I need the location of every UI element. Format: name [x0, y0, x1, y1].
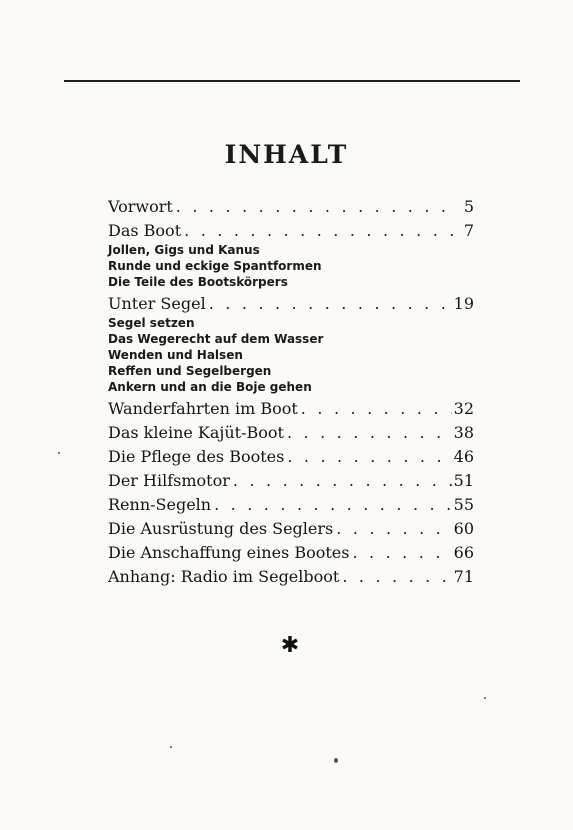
toc-leader-dots — [214, 494, 452, 516]
toc-entry-page: 38 — [453, 423, 474, 442]
toc-entry-label: Unter Segel — [108, 294, 206, 313]
toc-subsection: Das Wegerecht auf dem Wasser — [108, 332, 324, 346]
toc-entry-page: 46 — [453, 447, 474, 466]
toc-subsection: Ankern und an die Boje gehen — [108, 380, 312, 394]
toc-entry-label: Renn-Segeln — [108, 495, 212, 514]
toc-entry-page: 51 — [453, 471, 474, 490]
toc-entry — [108, 196, 474, 218]
toc-entry-page: 32 — [453, 399, 474, 418]
toc-subsection: Die Teile des Bootskörpers — [108, 275, 288, 289]
toc-entry-page: 71 — [453, 567, 474, 586]
toc-leader-dots — [287, 422, 452, 444]
toc-leader-dots — [176, 196, 454, 218]
toc-entry — [108, 398, 474, 420]
toc-subsection: Jollen, Gigs und Kanus — [108, 243, 260, 257]
toc-entry-label: Anhang: Radio im Segelboot — [108, 567, 340, 586]
toc-entry — [108, 220, 474, 242]
toc-entry-page: 66 — [453, 543, 474, 562]
toc-entry-label: Das kleine Kajüt-Boot — [108, 423, 284, 442]
top-rule — [64, 80, 520, 82]
toc-entry-label: Die Anschaffung eines Bootes — [108, 543, 350, 562]
table-of-contents — [108, 196, 474, 590]
toc-subsection: Segel setzen — [108, 316, 195, 330]
toc-leader-dots — [233, 470, 452, 492]
toc-subsection-list — [108, 315, 474, 395]
page-title: INHALT — [224, 140, 349, 169]
page-speck — [170, 746, 172, 748]
toc-entry — [108, 470, 474, 492]
toc-leader-dots — [342, 566, 451, 588]
toc-entry-page: 55 — [453, 495, 474, 514]
toc-subsection-list — [108, 242, 474, 290]
page-speck — [484, 697, 486, 699]
toc-subsection: Runde und eckige Spantformen — [108, 259, 322, 273]
toc-leader-dots — [352, 542, 451, 564]
toc-entry-label: Die Pflege des Bootes — [108, 447, 285, 466]
toc-entry — [108, 422, 474, 444]
toc-entry-page: 5 — [463, 197, 474, 216]
toc-entry-page: 7 — [463, 221, 474, 240]
toc-entry — [108, 446, 474, 468]
toc-entry — [108, 494, 474, 516]
toc-leader-dots — [209, 293, 452, 315]
toc-entry-label: Wanderfahrten im Boot — [108, 399, 298, 418]
toc-subsection: Wenden und Halsen — [108, 348, 243, 362]
toc-leader-dots — [301, 398, 452, 420]
toc-leader-dots — [184, 220, 454, 242]
toc-entry — [108, 293, 474, 315]
toc-entry-label: Vorwort — [108, 197, 173, 216]
toc-leader-dots — [287, 446, 451, 468]
toc-entry — [108, 566, 474, 588]
toc-entry-label: Der Hilfsmotor — [108, 471, 230, 490]
page-speck — [58, 452, 60, 454]
toc-entry-label: Die Ausrüstung des Seglers — [108, 519, 334, 538]
page-speck — [334, 758, 338, 763]
toc-entry-page: 60 — [453, 519, 474, 538]
toc-entry-page: 19 — [453, 294, 474, 313]
toc-leader-dots — [336, 518, 451, 540]
toc-entry — [108, 542, 474, 564]
toc-entry-label: Das Boot — [108, 221, 182, 240]
toc-subsection: Reffen und Segelbergen — [108, 364, 272, 378]
toc-entry — [108, 518, 474, 540]
asterisk-ornament-icon: ✱ — [280, 633, 300, 658]
